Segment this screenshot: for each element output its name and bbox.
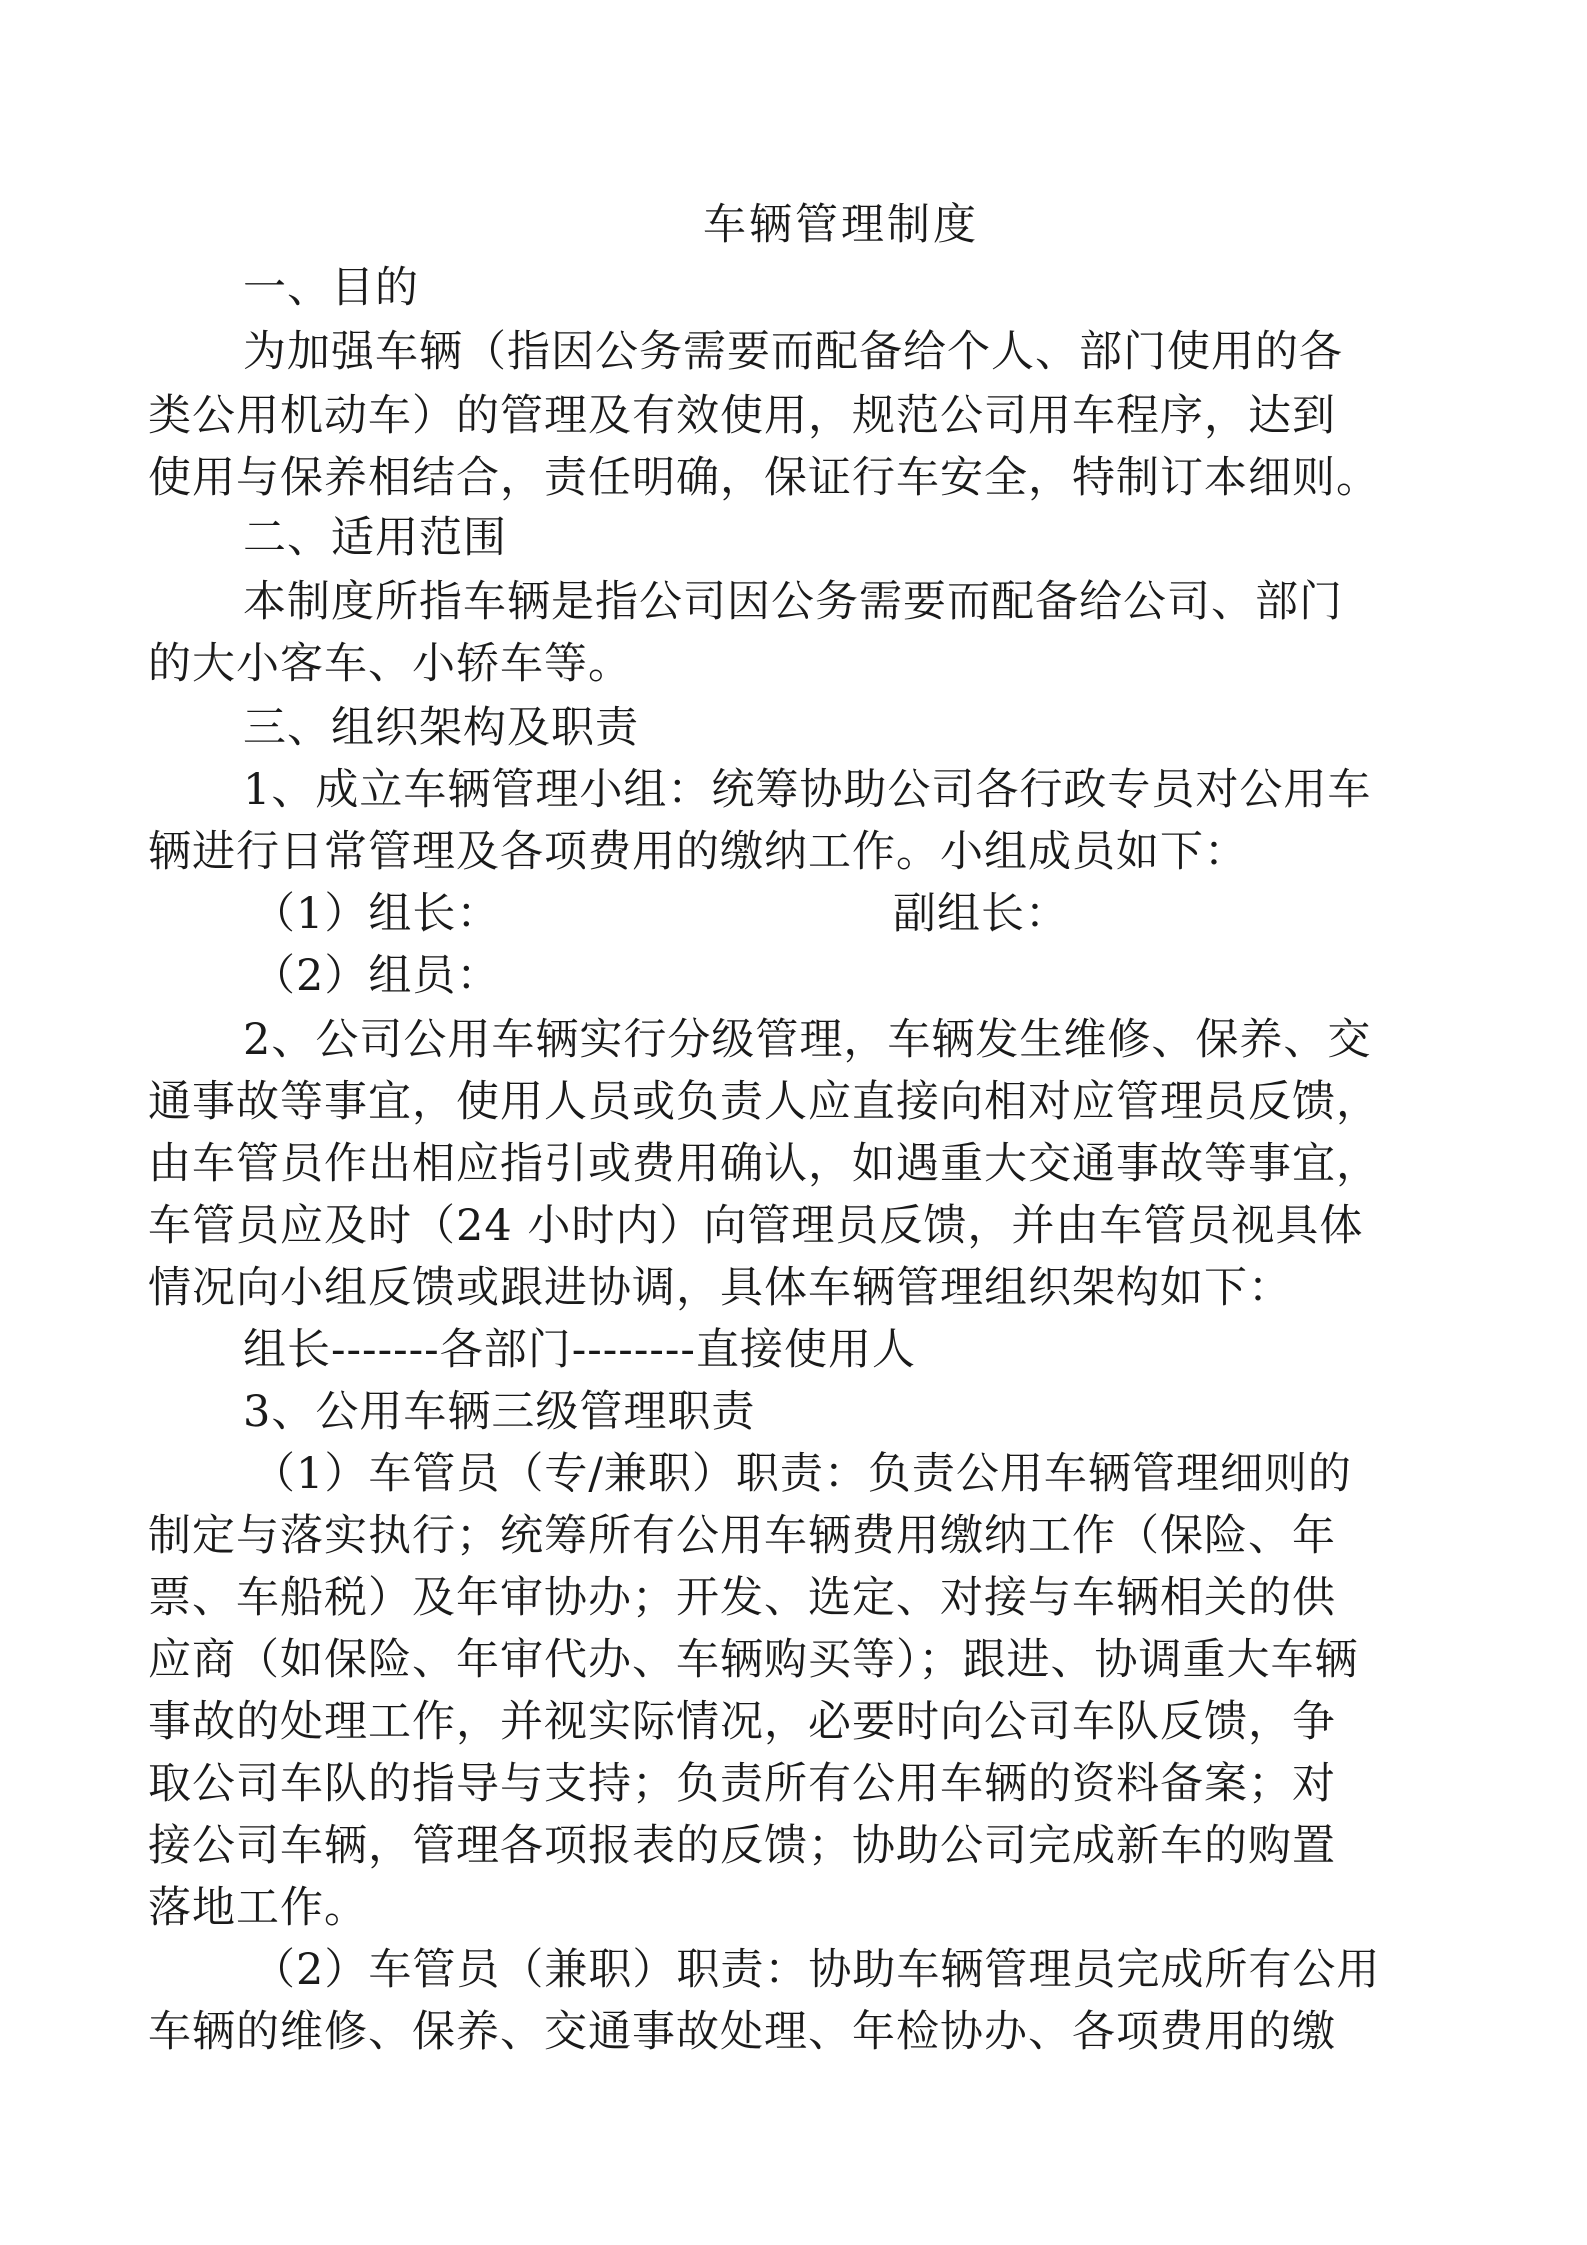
paragraph-line: 应商（如保险、年审代办、车辆购买等）；跟进、协调重大车辆 (148, 1635, 1359, 1685)
section-heading-purpose: 一、目的 (243, 263, 419, 313)
paragraph-line: 接公司车辆，管理各项报表的反馈；协助公司完成新车的购置 (148, 1821, 1336, 1871)
section-heading-organization: 三、组织架构及职责 (243, 703, 639, 753)
paragraph-line: 为加强车辆（指因公务需要而配备给个人、部门使用的各 (243, 327, 1343, 377)
paragraph-line: 1、成立车辆管理小组：统筹协助公司各行政专员对公用车 (243, 765, 1372, 815)
paragraph-line: 使用与保养相结合，责任明确，保证行车安全，特制订本细则。 (148, 453, 1380, 503)
paragraph-line: （2）车管员（兼职）职责：协助车辆管理员完成所有公用 (252, 1945, 1381, 1995)
paragraph-line: 车管员应及时（24 小时内）向管理员反馈，并由车管员视具体 (148, 1201, 1364, 1251)
document-title: 车辆管理制度 (703, 200, 979, 250)
paragraph-line: 取公司车队的指导与支持；负责所有公用车辆的资料备案；对 (148, 1759, 1336, 1809)
paragraph-line: 2、公司公用车辆实行分级管理，车辆发生维修、保养、交 (243, 1015, 1372, 1065)
paragraph-line: 票、车船税）及年审协办；开发、选定、对接与车辆相关的供 (148, 1573, 1336, 1623)
paragraph-line: 由车管员作出相应指引或费用确认，如遇重大交通事故等事宜， (148, 1139, 1380, 1189)
paragraph-line: 车辆的维修、保养、交通事故处理、年检协办、各项费用的缴 (148, 2007, 1336, 2057)
section-heading-scope: 二、适用范围 (243, 513, 507, 563)
paragraph-line: 的大小客车、小轿车等。 (148, 639, 632, 689)
paragraph-line: 事故的处理工作，并视实际情况，必要时向公司车队反馈，争 (148, 1697, 1336, 1747)
paragraph-line: 辆进行日常管理及各项费用的缴纳工作。小组成员如下： (148, 827, 1248, 877)
paragraph-line: 类公用机动车）的管理及有效使用，规范公司用车程序，达到 (148, 391, 1336, 441)
paragraph-line: 本制度所指车辆是指公司因公务需要而配备给公司、部门 (243, 577, 1343, 627)
group-member-label: （2）组员： (252, 951, 501, 1001)
paragraph-line: 情况向小组反馈或跟进协调，具体车辆管理组织架构如下： (148, 1263, 1292, 1313)
subsection-heading: 3、公用车辆三级管理职责 (243, 1387, 756, 1437)
paragraph-line: 通事故等事宜，使用人员或负责人应直接向相对应管理员反馈， (148, 1077, 1380, 1127)
paragraph-line: （1）车管员（专/兼职）职责：负责公用车辆管理细则的 (252, 1449, 1352, 1499)
organization-chain: 组长-------各部门--------直接使用人 (243, 1325, 916, 1375)
paragraph-line: 制定与落实执行；统筹所有公用车辆费用缴纳工作（保险、年 (148, 1511, 1336, 1561)
paragraph-line: 落地工作。 (148, 1883, 368, 1933)
deputy-leader-label: 副组长： (893, 889, 1069, 939)
group-leader-label: （1）组长： (252, 889, 501, 939)
